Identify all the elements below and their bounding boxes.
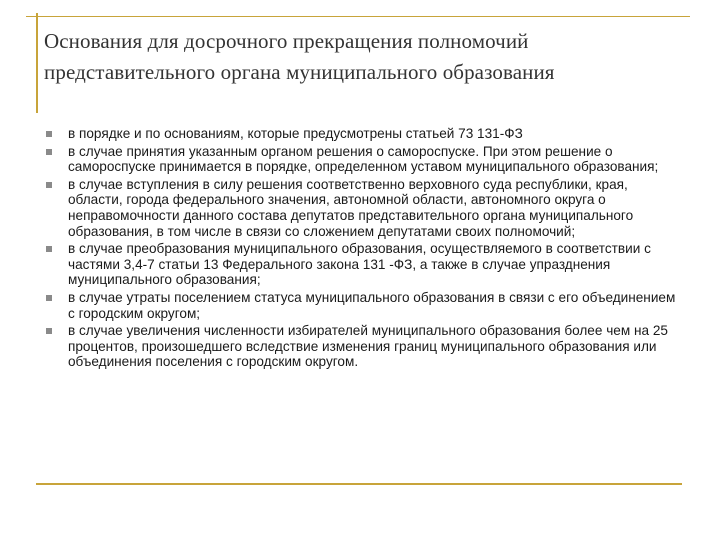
frame-bottom-line <box>36 483 682 485</box>
list-item <box>42 126 682 142</box>
square-bullet-icon <box>46 131 52 137</box>
list-item-text: в случае увеличения численности избирателей муниципального образования более чем на 25 процентов, произошедшего вследствие изменения границ муниципального образования или объединения поселения с городским округом. <box>68 323 668 370</box>
list-item <box>42 177 682 239</box>
list-item <box>42 241 682 288</box>
bullet-list <box>42 126 682 372</box>
list-item <box>42 144 682 175</box>
list-item-text: в случае принятия указанным органом решения о самороспуске. При этом решение о самороспуске принимается в порядке, определенном уставом муниципального образования; <box>68 143 659 175</box>
list-item <box>42 323 682 370</box>
square-bullet-icon <box>46 328 52 334</box>
list-item-text: в случае утраты поселением статуса муниципального образования в связи с его объединением с городским округом; <box>68 289 676 321</box>
square-bullet-icon <box>46 149 52 155</box>
list-item-text: в случае вступления в силу решения соответственно верховного суда республики, края, области, города федерального значения, автономной области, автономного округа о неправомочности данного состава депутатов представительного органа муниципального образования, в том числе в связи со сложением депутатами своих полномочий; <box>68 176 634 239</box>
frame-vertical-line <box>36 13 38 113</box>
square-bullet-icon <box>46 246 52 252</box>
square-bullet-icon <box>46 182 52 188</box>
list-item <box>42 290 682 321</box>
square-bullet-icon <box>46 295 52 301</box>
list-item-text: в случае преобразования муниципального образования, осуществляемого в соответствии с частями 3,4-7 статьи 13 Федерального закона 131 -ФЗ, а также в случае упразднения муниципального образования; <box>68 241 651 288</box>
slide-title: Основания для досрочного прекращения полномочий представительного органа муниципального образования <box>44 29 555 84</box>
list-item-text: в порядке и по основаниям, которые предусмотрены статьей 73 131-ФЗ <box>68 126 523 141</box>
frame-top-line <box>26 16 690 17</box>
